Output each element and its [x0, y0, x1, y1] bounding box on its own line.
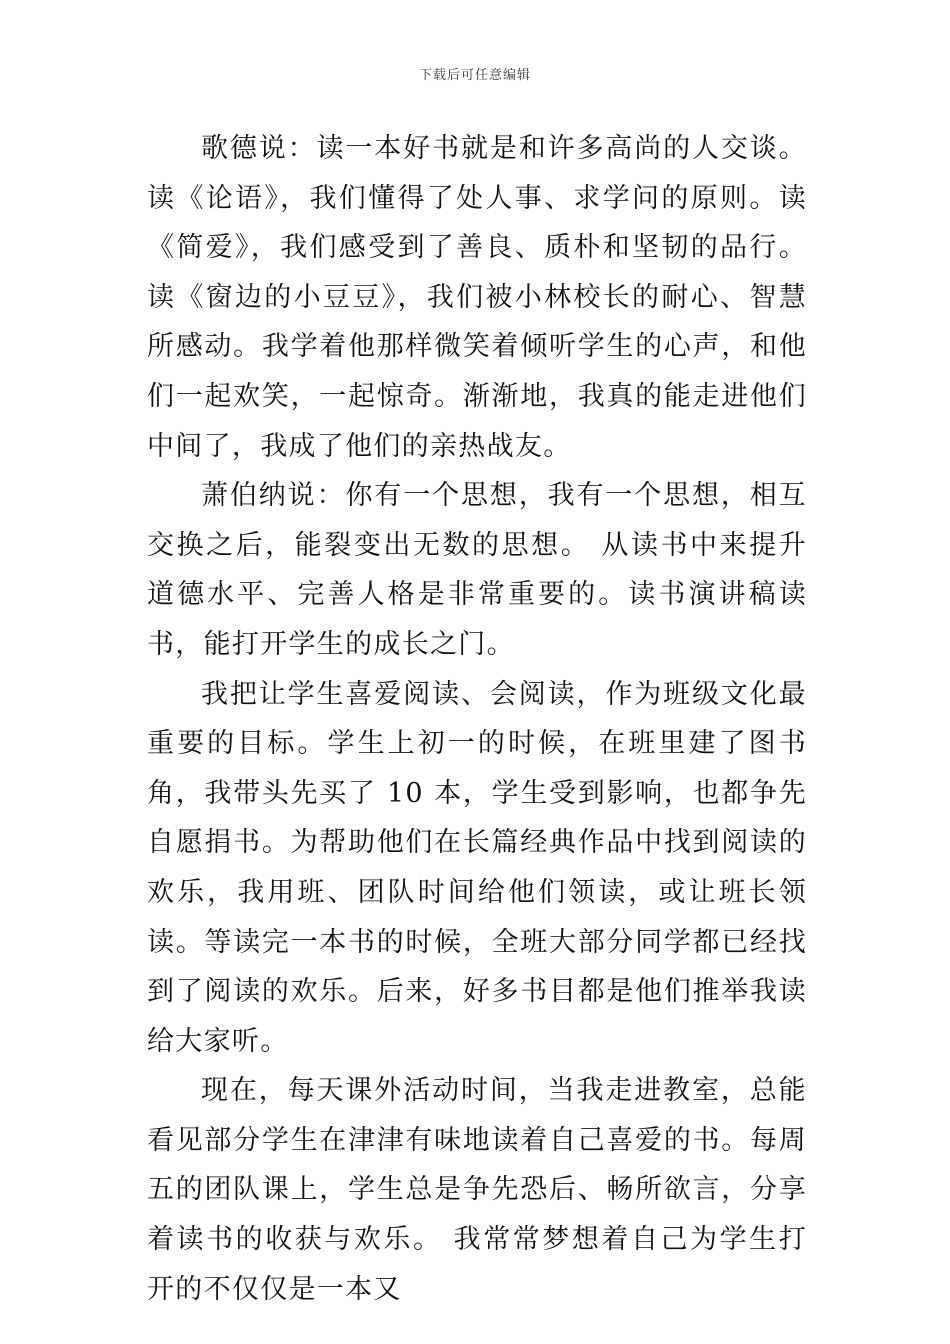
header-note: 下载后可任意编辑 [418, 68, 531, 83]
paragraph-reading-goal: 我把让学生喜爱阅读、会阅读，作为班级文化最重要的目标。学生上初一的时候，在班里建了图书角，我带头先买了 10 本，学生受到影响，也都争先自愿捐书。为帮助他们在长篇经典作品中找到阅读的欢乐，我用班、团队时间给他们领读，或让班长领读。等读完一本书的时候，全班大部分同学都已经找到了阅读的欢乐。后来，好多书目都是他们推举我读给大家听。 [147, 678, 807, 1057]
body-text [147, 124, 807, 1314]
paragraph-shaw: 萧伯纳说：你有一个思想，我有一个思想，相互交换之后，能裂变出无数的思想。 从读书中来提升道德水平、完善人格是非常重要的。读书演讲稿读书，能打开学生的成长之门。 [147, 480, 807, 660]
paragraph-goethe: 歌德说：读一本好书就是和许多高尚的人交谈。读《论语》，我们懂得了处人事、求学问的原则。读《简爱》，我们感受到了善良、质朴和坚韧的品行。读《窗边的小豆豆》，我们被小林校长的耐心、智慧所感动。我学着他那样微笑着倾听学生的心声，和他们一起欢笑，一起惊奇。渐渐地，我真的能走进他们中间了，我成了他们的亲热战友。 [147, 133, 807, 462]
paragraph-current-reading: 现在，每天课外活动时间，当我走进教室，总能看见部分学生在津津有味地读着自己喜爱的书。每周五的团队课上，学生总是争先恐后、畅所欲言，分享着读书的收获与欢乐。 我常常梦想着自己为学生打开的不仅仅是一本又 [147, 1075, 807, 1305]
